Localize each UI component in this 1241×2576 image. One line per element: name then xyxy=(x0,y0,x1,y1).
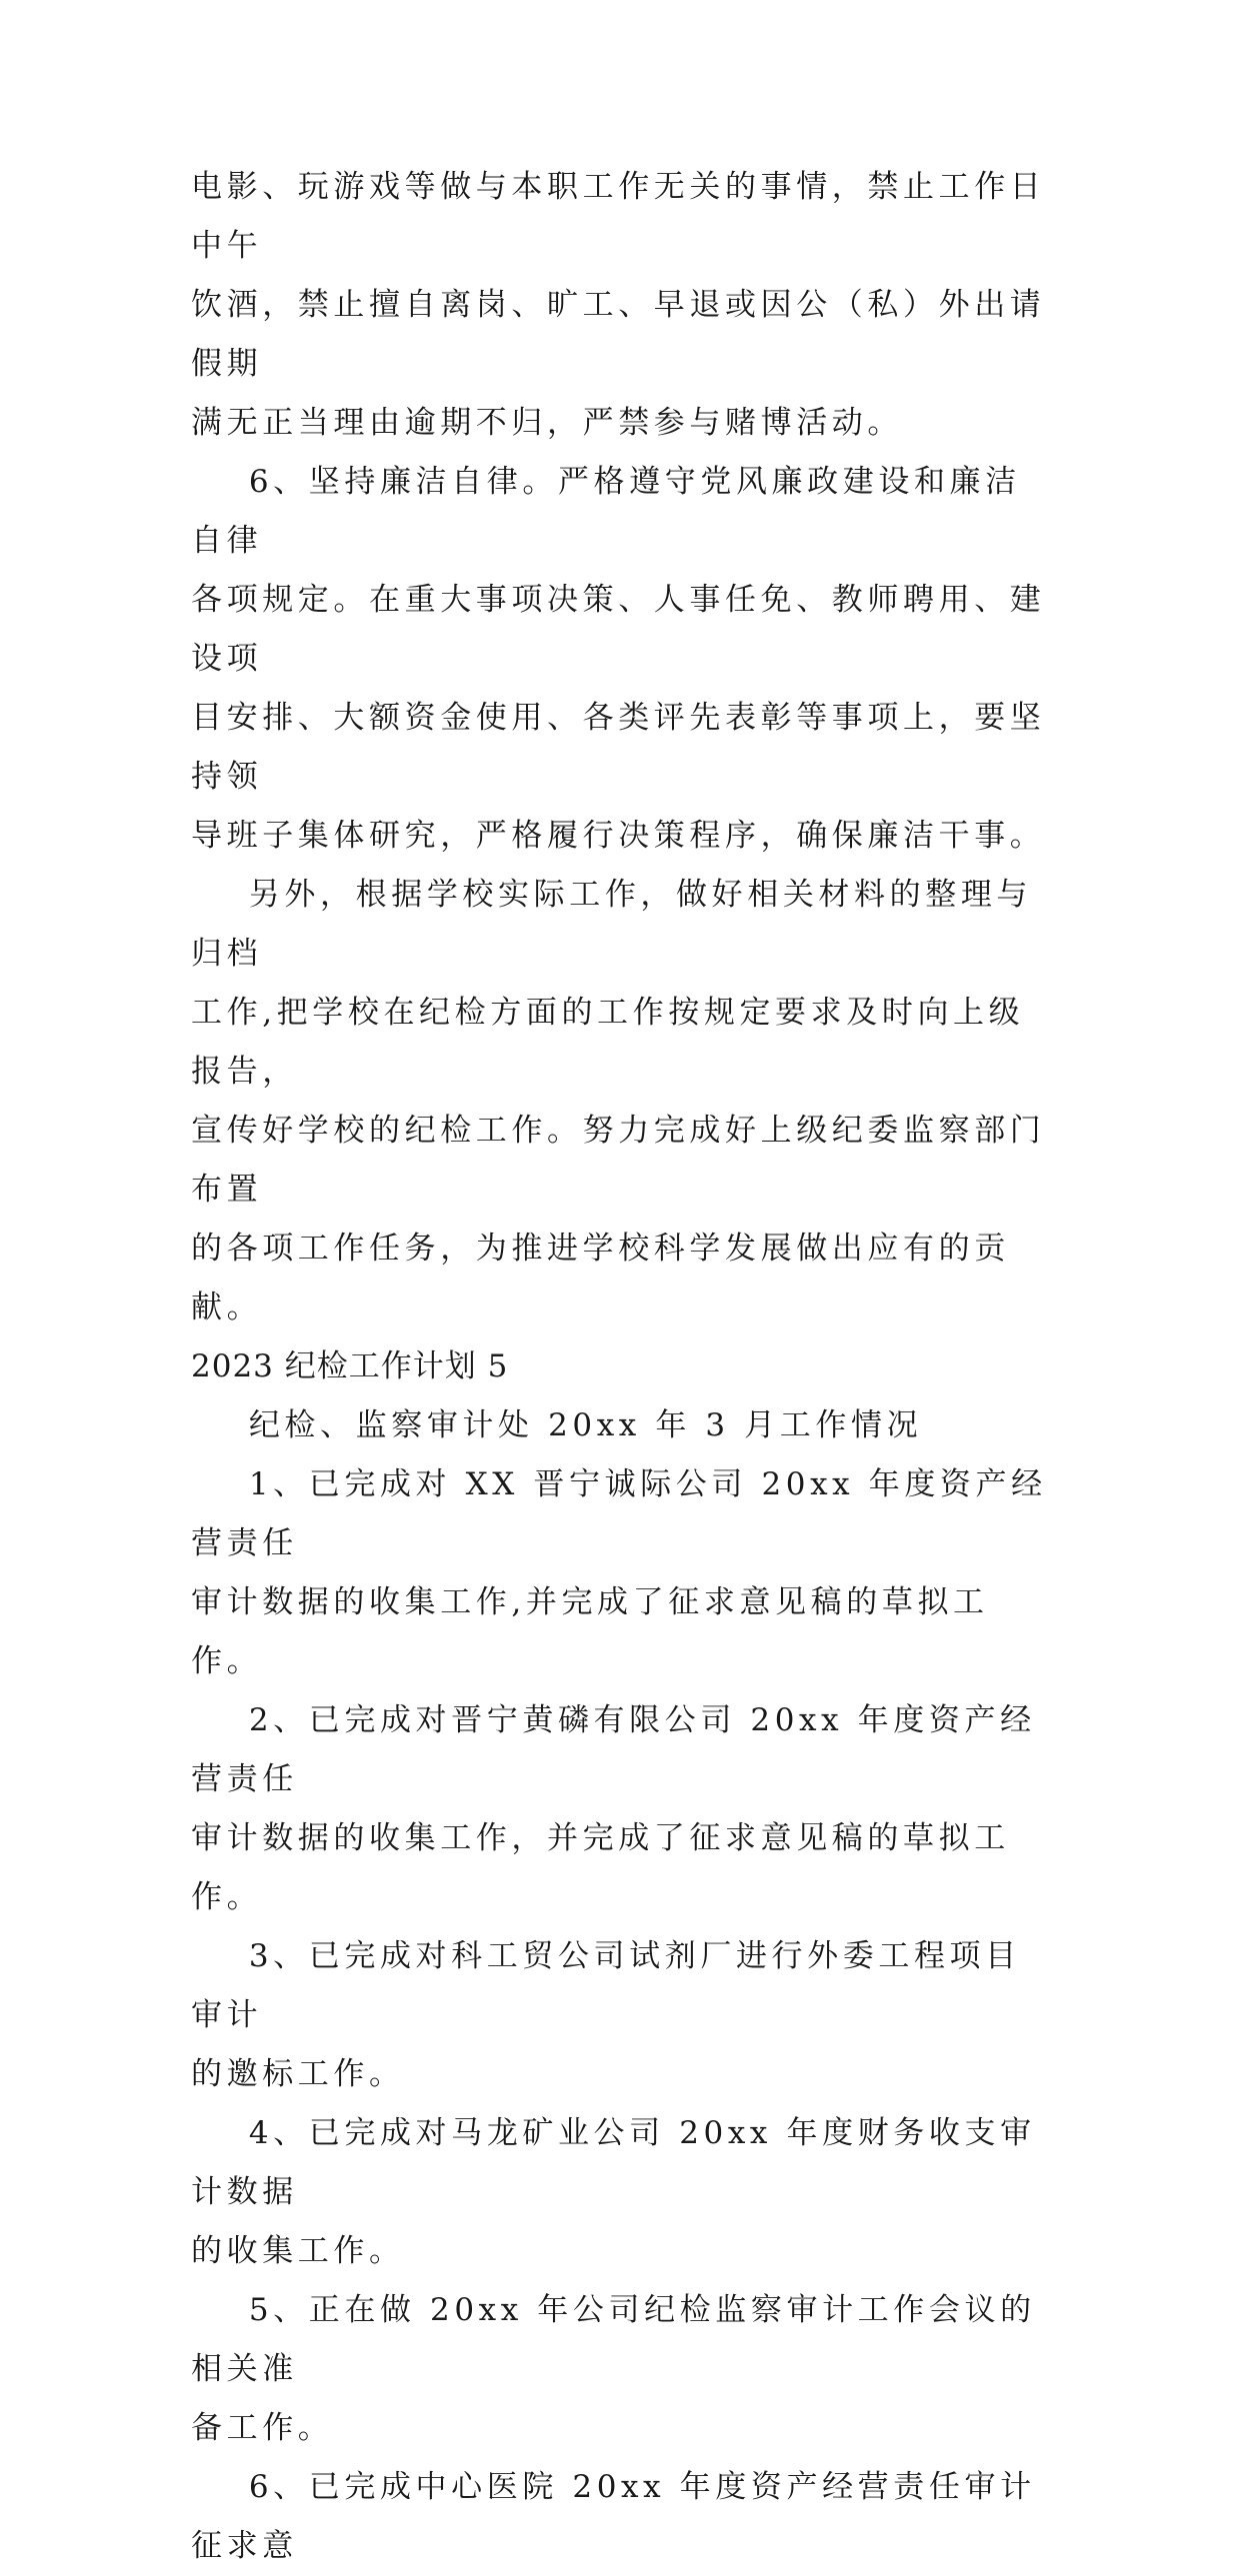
text-line: 3、已完成对科工贸公司试剂厂进行外委工程项目审计 xyxy=(191,1938,1021,2033)
text-line: 的各项工作任务，为推进学校科学发展做出应有的贡献。 xyxy=(191,1231,1010,1325)
text-line: 的邀标工作。 xyxy=(191,2056,405,2092)
text-line: 饮酒，禁止擅自离岗、旷工、早退或因公（私）外出请假期 xyxy=(191,287,1046,382)
text-line: 2、已完成对晋宁黄磷有限公司 20xx 年度资产经营责任 xyxy=(191,1702,1036,1797)
text-line: 5、正在做 20xx 年公司纪检监察审计工作会议的相关准 xyxy=(191,2292,1036,2387)
text-line: 电影、玩游戏等做与本职工作无关的事情，禁止工作日中午 xyxy=(191,169,1046,264)
text-line: 导班子集体研究，严格履行决策程序，确保廉洁干事。 xyxy=(191,818,1046,854)
text-line: 目安排、大额资金使用、各类评先表彰等事项上，要坚持领 xyxy=(191,700,1046,795)
text-line: 各项规定。在重大事项决策、人事任免、教师聘用、建设项 xyxy=(191,582,1046,677)
text-line: 6、已完成中心医院 20xx 年度资产经营责任审计征求意 xyxy=(191,2469,1036,2564)
text-line: 的收集工作。 xyxy=(191,2233,405,2269)
text-line: 审计数据的收集工作，并完成了征求意见稿的草拟工作。 xyxy=(191,1820,1010,1915)
document-body xyxy=(191,158,1051,2576)
text-line: 宣传好学校的纪检工作。努力完成好上级纪委监察部门布置 xyxy=(191,1113,1046,1208)
text-line: 1、已完成对 XX 晋宁诚际公司 20xx 年度资产经营责任 xyxy=(191,1466,1047,1561)
text-line: 工作,把学校在纪检方面的工作按规定要求及时向上级报告， xyxy=(191,995,1025,1090)
section-heading: 2023 纪检工作计划 5 xyxy=(191,1348,509,1384)
text-line: 满无正当理由逾期不归，严禁参与赌博活动。 xyxy=(191,405,903,441)
text-line: 审计数据的收集工作,并完成了征求意见稿的草拟工作。 xyxy=(191,1584,989,1679)
text-line: 另外，根据学校实际工作，做好相关材料的整理与归档 xyxy=(191,877,1033,972)
text-line: 6、坚持廉洁自律。严格遵守党风廉政建设和廉洁自律 xyxy=(191,464,1021,559)
text-line: 纪检、监察审计处 20xx 年 3 月工作情况 xyxy=(191,1407,923,1443)
text-line: 4、已完成对马龙矿业公司 20xx 年度财务收支审计数据 xyxy=(191,2115,1036,2210)
text-line: 备工作。 xyxy=(191,2410,334,2446)
